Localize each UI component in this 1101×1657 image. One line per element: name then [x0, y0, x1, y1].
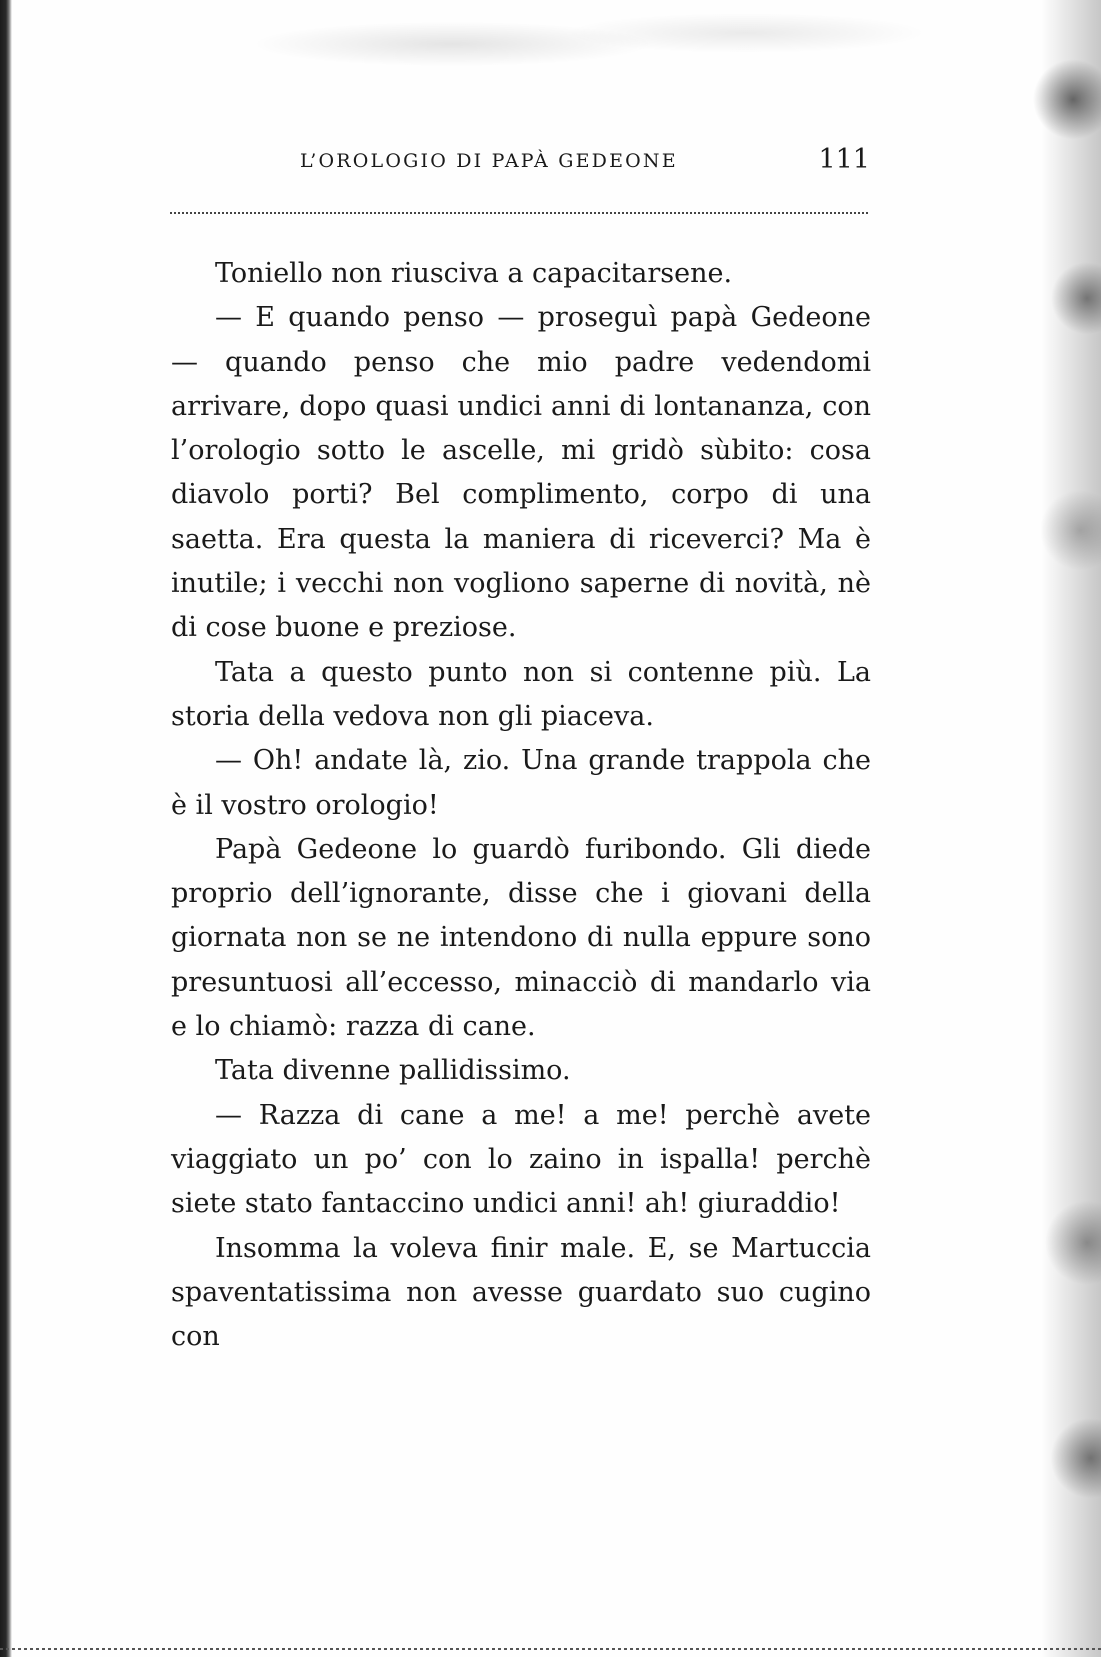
- page-number: 111: [818, 144, 870, 175]
- paragraph: Toniello non riusciva a capacitarsene.: [215, 258, 733, 289]
- paragraph: Tata divenne pallidissimo.: [215, 1055, 571, 1087]
- running-head-title: L’OROLOGIO DI PAPÀ GEDEONE: [300, 150, 678, 172]
- header-rule: [170, 212, 870, 214]
- paragraph: — Oh! andate là, zio. Una grande trappola che è il vostro orologio!: [171, 745, 871, 821]
- paragraph: — Razza di cane a me! a me! perchè avete viaggiato un po’ con lo zaino in ispalla! perchè siete stato fantaccino undici anni! ah! giuraddio!: [171, 1099, 871, 1220]
- paragraph: Insomma la voleva finir male. E, se Martuccia spaventatissima non avesse guardato suo cugino con: [171, 1232, 871, 1353]
- scan-noise-right: [1031, 0, 1101, 1657]
- running-head: [160, 144, 870, 184]
- binding-edge: [0, 0, 12, 1657]
- scan-edge-bottom: [0, 1648, 1101, 1650]
- body-text: [171, 252, 871, 1359]
- paragraph: — E quando penso — proseguì papà Gedeone — quando penso che mio padre vedendomi arrivare, dopo quasi undici anni di lontananza, con l’orologio sotto le ascelle, mi gridò sùbito: cosa diavolo porti? Bel complimento, corpo di una saetta. Era questa la maniera di riceverci? Ma è inutile; i vecchi non vogliono saperne di novità, nè di cose buone e preziose.: [171, 302, 871, 644]
- paragraph: Papà Gedeone lo guardò furibondo. Gli diede proprio dell’ignorante, disse che i giovani della giornata non se ne intendono di nulla eppure sono presuntuosi all’eccesso, minacciò di mandarlo via e lo chiamò: razza di cane.: [171, 833, 871, 1043]
- scan-noise-top: [60, 0, 1040, 110]
- paragraph: Tata a questo punto non si contenne più. La storia della vedova non gli piaceva.: [171, 656, 871, 732]
